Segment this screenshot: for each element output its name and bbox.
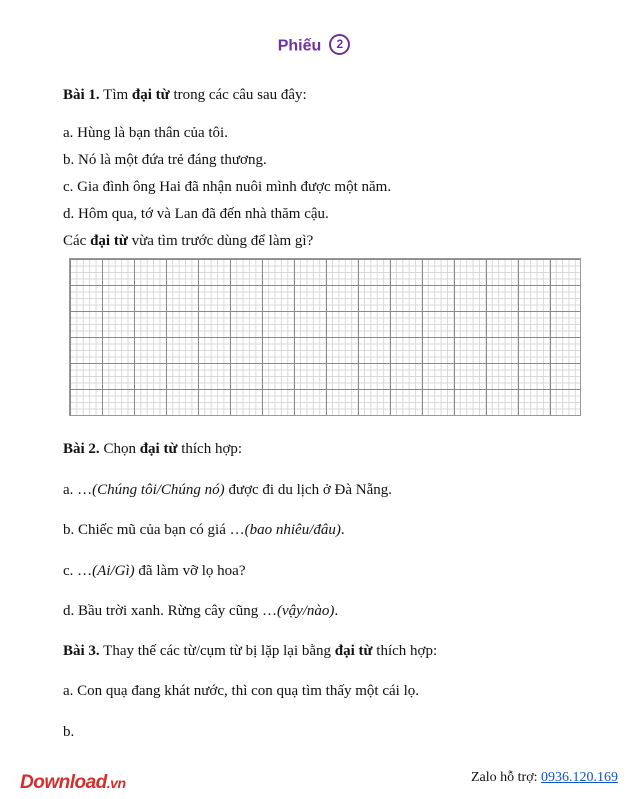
bai2-prompt-post: thích hợp:	[181, 441, 243, 457]
bai1-question-post: vừa tìm trước dùng để làm gì?	[131, 233, 314, 249]
bai2-item-c-option: (Ai/Gì)	[92, 563, 135, 579]
download-vn-logo[interactable]	[20, 772, 126, 794]
bai1-sentence-d: d. Hôm qua, tớ và Lan đã đến nhà thăm cậu.	[63, 206, 329, 222]
bai2-item-c-post: đã làm vỡ lọ hoa?	[134, 563, 246, 579]
bai2-item-a-pre: a. …	[63, 482, 93, 498]
bai2-item-d-post: .	[334, 603, 339, 619]
bai2-item-b	[63, 521, 345, 539]
bai1-label: Bài 1.	[63, 87, 100, 103]
worksheet-title	[0, 36, 628, 57]
support-phone-link[interactable]: 0936.120.169	[541, 770, 618, 785]
bai3-item-a: a. Con quạ đang khát nước, thì con quạ tìm thấy một cái lọ.	[63, 683, 419, 699]
bai2-item-c	[63, 562, 246, 580]
zalo-support	[471, 770, 618, 786]
bai2-prompt	[63, 440, 242, 458]
bai2-item-d-option: (vậy/nào)	[276, 603, 335, 619]
bai3-label: Bài 3.	[63, 643, 100, 659]
bai2-item-c-pre: c. …	[63, 563, 93, 579]
bai2-label: Bài 2.	[63, 441, 100, 457]
bai2-prompt-bold: đại từ	[139, 441, 178, 457]
bai3-prompt	[63, 642, 437, 660]
bai3-item-b: b.	[63, 724, 75, 740]
bai1-question-pre: Các	[63, 233, 87, 249]
logo-tld-text: .vn	[106, 775, 126, 791]
bai1-sentence-b: b. Nó là một đứa trẻ đáng thương.	[63, 152, 267, 168]
bai1-sentence-a: a. Hùng là bạn thân của tôi.	[63, 125, 228, 141]
bai2-item-a-option: (Chúng tôi/Chúng nó)	[92, 482, 225, 498]
bai3-prompt-post: thích hợp:	[376, 643, 438, 659]
bai2-item-a	[63, 481, 392, 499]
bai3-prompt-bold: đại từ	[334, 643, 373, 659]
answer-writing-grid[interactable]	[69, 258, 581, 416]
bai1-prompt-pre: Tìm	[103, 87, 129, 103]
logo-main-text: Download	[20, 772, 107, 793]
bai1-prompt-post: trong các câu sau đây:	[173, 87, 307, 103]
bai1-prompt	[63, 86, 307, 104]
bai1-question	[63, 232, 313, 250]
title-number-badge: 2	[329, 34, 350, 55]
bai1-question-bold: đại từ	[90, 233, 128, 249]
bai2-item-b-option: (bao nhiêu/đâu)	[244, 522, 341, 538]
bai2-item-d	[63, 602, 338, 620]
bai2-item-b-pre: b. Chiếc mũ của bạn có giá …	[63, 522, 245, 538]
bai2-item-a-post: được đi du lịch ở Đà Nẵng.	[224, 482, 392, 498]
bai2-prompt-pre: Chọn	[103, 441, 136, 457]
bai2-item-b-post: .	[340, 522, 345, 538]
support-label: Zalo hỗ trợ:	[471, 770, 538, 785]
bai3-prompt-pre: Thay thế các từ/cụm từ bị lặp lại bằng	[103, 643, 332, 659]
bai2-item-d-pre: d. Bầu trời xanh. Rừng cây cũng …	[63, 603, 277, 619]
bai1-sentence-c: c. Gia đình ông Hai đã nhận nuôi mình được một năm.	[63, 179, 392, 195]
title-text: Phiếu	[277, 37, 322, 55]
bai1-prompt-bold: đại từ	[131, 87, 170, 103]
